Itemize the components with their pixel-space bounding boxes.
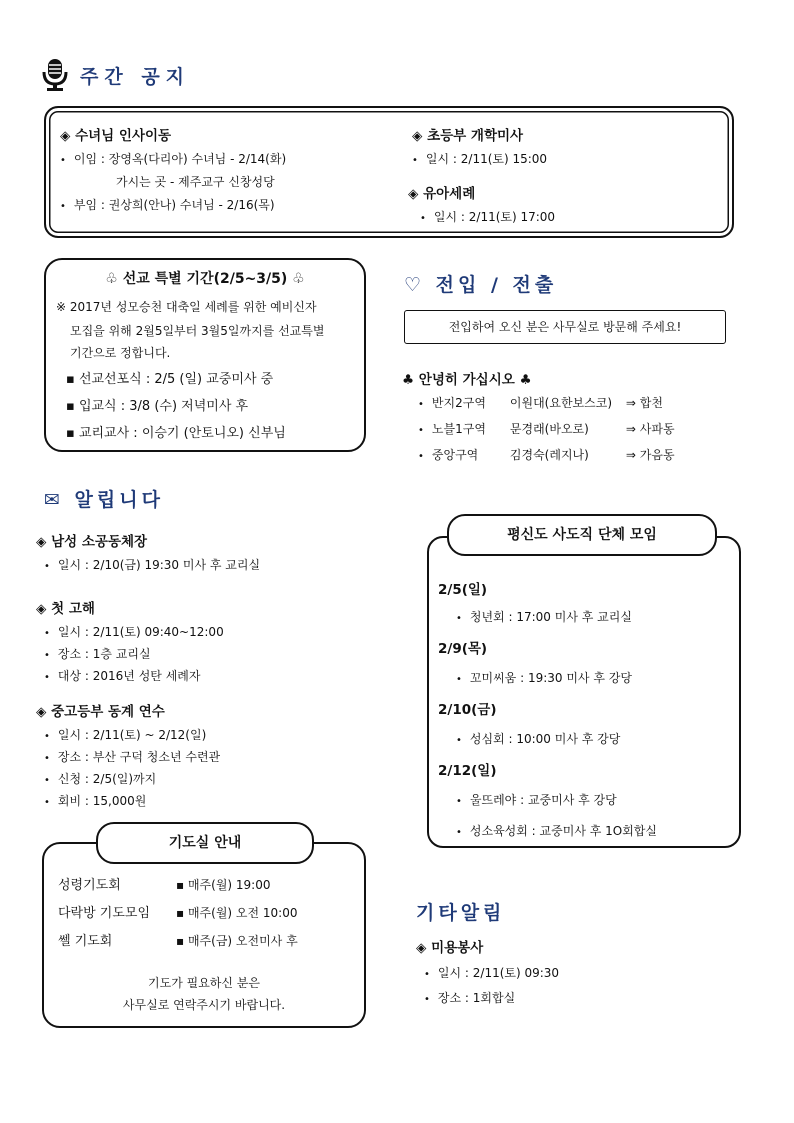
- list-item: 울뜨레야 : 교중미사 후 강당: [469, 793, 617, 807]
- list-item: 대상 : 2016년 성탄 세례자: [57, 669, 201, 683]
- list-item: ▪ 선교선포식 : 2/5 (일) 교중미사 중: [66, 372, 274, 387]
- notices-list: ◈ 남성 소공동체장 • 일시 : 2/10(금) 19:30 미사 후 교리실 ◈ 첫 고해 • 일시 : 2/11(토) 09:40~12:00 • 장소 : 1층 교리실 • 대상 : 2016년 성탄 세례자 ◈ 중고등부 동계 연수 • 일시 : 2/11(토) ~ 2/12(일) • 장소 : 부산 구덕 청소년 수련관 • 신청 : 2/5(일)까지 • 회비 : 15,000원: [36, 530, 260, 809]
- list-item: 신청 : 2/5(일)까지: [57, 772, 157, 786]
- group-date: 2/9(목): [438, 641, 488, 657]
- group-date: 2/12(일): [438, 763, 497, 779]
- list-item: 일시 : 2/10(금) 19:30 미사 후 교리실: [57, 558, 261, 572]
- list-item: 청년회 : 17:00 미사 후 교리실: [469, 610, 632, 624]
- list-item: 가시는 곳 - 제주교구 신창성당: [116, 175, 275, 189]
- prayer-row: 성령기도회 ▪ 매주(월) 19:00: [58, 878, 271, 893]
- prayer-title: 기도실 안내: [96, 822, 314, 864]
- list-item: • 노블1구역 문경래(바오로) ⇒ 사파동: [418, 422, 675, 436]
- weekly-notice-title: 주간 공지: [80, 66, 191, 88]
- transfer-notice: 전입하여 오신 분은 사무실로 방문해 주세요!: [404, 310, 726, 344]
- section-title: ◈ 첫 고해: [36, 601, 95, 617]
- section-title: ◈ 미용봉사: [416, 940, 484, 956]
- list-item: 일시 : 2/11(토) 15:00: [425, 152, 548, 166]
- list-item: 이임 : 장영옥(다리아) 수녀님 - 2/14(화): [73, 152, 287, 166]
- mission-items: [66, 368, 286, 449]
- prayer-footer: 기도가 필요하신 분은: [148, 976, 260, 990]
- mission-note: ※ 2017년 성모승천 대축일 세례를 위한 예비신자: [56, 300, 317, 314]
- list-item: 꼬미씨움 : 19:30 미사 후 강당: [469, 671, 632, 685]
- transfer-title: ♡ 전입 / 전출: [404, 274, 558, 296]
- list-item: • 중앙구역 김경숙(레지나) ⇒ 가음동: [418, 448, 675, 462]
- other-title: 기타알림: [416, 902, 506, 924]
- section-title: ◈ 수녀님 인사이동: [60, 128, 172, 144]
- group-date: 2/5(일): [438, 582, 488, 598]
- list-item: • 반지2구역 이원대(요한보스코) ⇒ 합천: [418, 396, 663, 410]
- prayer-row: 다락방 기도모임 ▪ 매주(월) 오전 10:00: [58, 906, 298, 921]
- weekly-section-elementary: ◈ 초등부 개학미사 • 일시 : 2/11(토) 15:00: [412, 124, 547, 167]
- list-item: 부임 : 권상희(안나) 수녀님 - 2/16(목): [73, 198, 275, 212]
- list-item: 일시 : 2/11(토) 09:40~12:00: [57, 625, 224, 639]
- mission-note: 모집을 위해 2월5일부터 3월5일까지를 선교특별: [70, 324, 325, 338]
- group-date: 2/10(금): [438, 702, 497, 718]
- list-item: 일시 : 2/11(토) ~ 2/12(일): [57, 728, 207, 742]
- list-item: 장소 : 1회합실: [437, 991, 516, 1005]
- list-item: 일시 : 2/11(토) 09:30: [437, 966, 560, 980]
- list-item: 장소 : 부산 구덕 청소년 수련관: [57, 750, 221, 764]
- weekly-section-transfer: ◈ 수녀님 인사이동 • 이임 : 장영옥(다리아) 수녀님 - 2/14(화) 가시는 곳 - 제주교구 신창성당 • 부임 : 권상희(안나) 수녀님 - 2/16(목): [60, 124, 286, 213]
- list-item: 장소 : 1층 교리실: [57, 647, 151, 661]
- prayer-footer: 사무실로 연락주시기 바랍니다.: [122, 998, 286, 1012]
- prayer-rows: [58, 874, 298, 958]
- microphone-icon: [40, 58, 70, 92]
- prayer-row: 쎌 기도회 ▪ 매주(금) 오전미사 후: [58, 934, 298, 949]
- list-item: 회비 : 15,000원: [57, 794, 147, 808]
- list-item: ▪ 입교식 : 3/8 (수) 저녁미사 후: [66, 399, 249, 414]
- list-item: ▪ 교리교사 : 이승기 (안토니오) 신부님: [66, 426, 286, 441]
- list-item: 성소육성회 : 교중미사 후 1O회합실: [469, 824, 657, 838]
- notices-title: ✉ 알립니다: [44, 489, 164, 511]
- farewell-title: ♣ 안녕히 가십시오 ♣: [402, 372, 532, 388]
- list-item: 일시 : 2/11(토) 17:00: [433, 210, 556, 224]
- section-title: ◈ 초등부 개학미사: [412, 128, 524, 144]
- section-title: ◈ 유아세례: [408, 186, 476, 202]
- farewell-list: [418, 394, 675, 472]
- list-item: 성심회 : 10:00 미사 후 강당: [469, 732, 621, 746]
- weekly-section-baptism: ◈ 유아세례 • 일시 : 2/11(토) 17:00: [408, 182, 555, 225]
- section-title: ◈ 중고등부 동계 연수: [36, 704, 165, 720]
- groups-title: 평신도 사도직 단체 모임: [447, 514, 717, 556]
- section-title: ◈ 남성 소공동체장: [36, 534, 148, 550]
- other-list: ◈ 미용봉사 • 일시 : 2/11(토) 09:30 • 장소 : 1회합실: [416, 936, 559, 1006]
- mission-note: 기간으로 정합니다.: [70, 346, 171, 360]
- groups-schedule: 2/5(일) • 청년회 : 17:00 미사 후 교리실 2/9(목) • 꼬미씨움 : 19:30 미사 후 강당 2/10(금) • 성심회 : 10:00 미사 후 강당 2/12(일) • 울뜨레야 : 교중미사 후 강당 • 성소육성회 : 교중미사 후 1O회합실: [438, 578, 657, 839]
- mission-title: ♧ 선교 특별 기간(2/5~3/5) ♧: [105, 271, 305, 287]
